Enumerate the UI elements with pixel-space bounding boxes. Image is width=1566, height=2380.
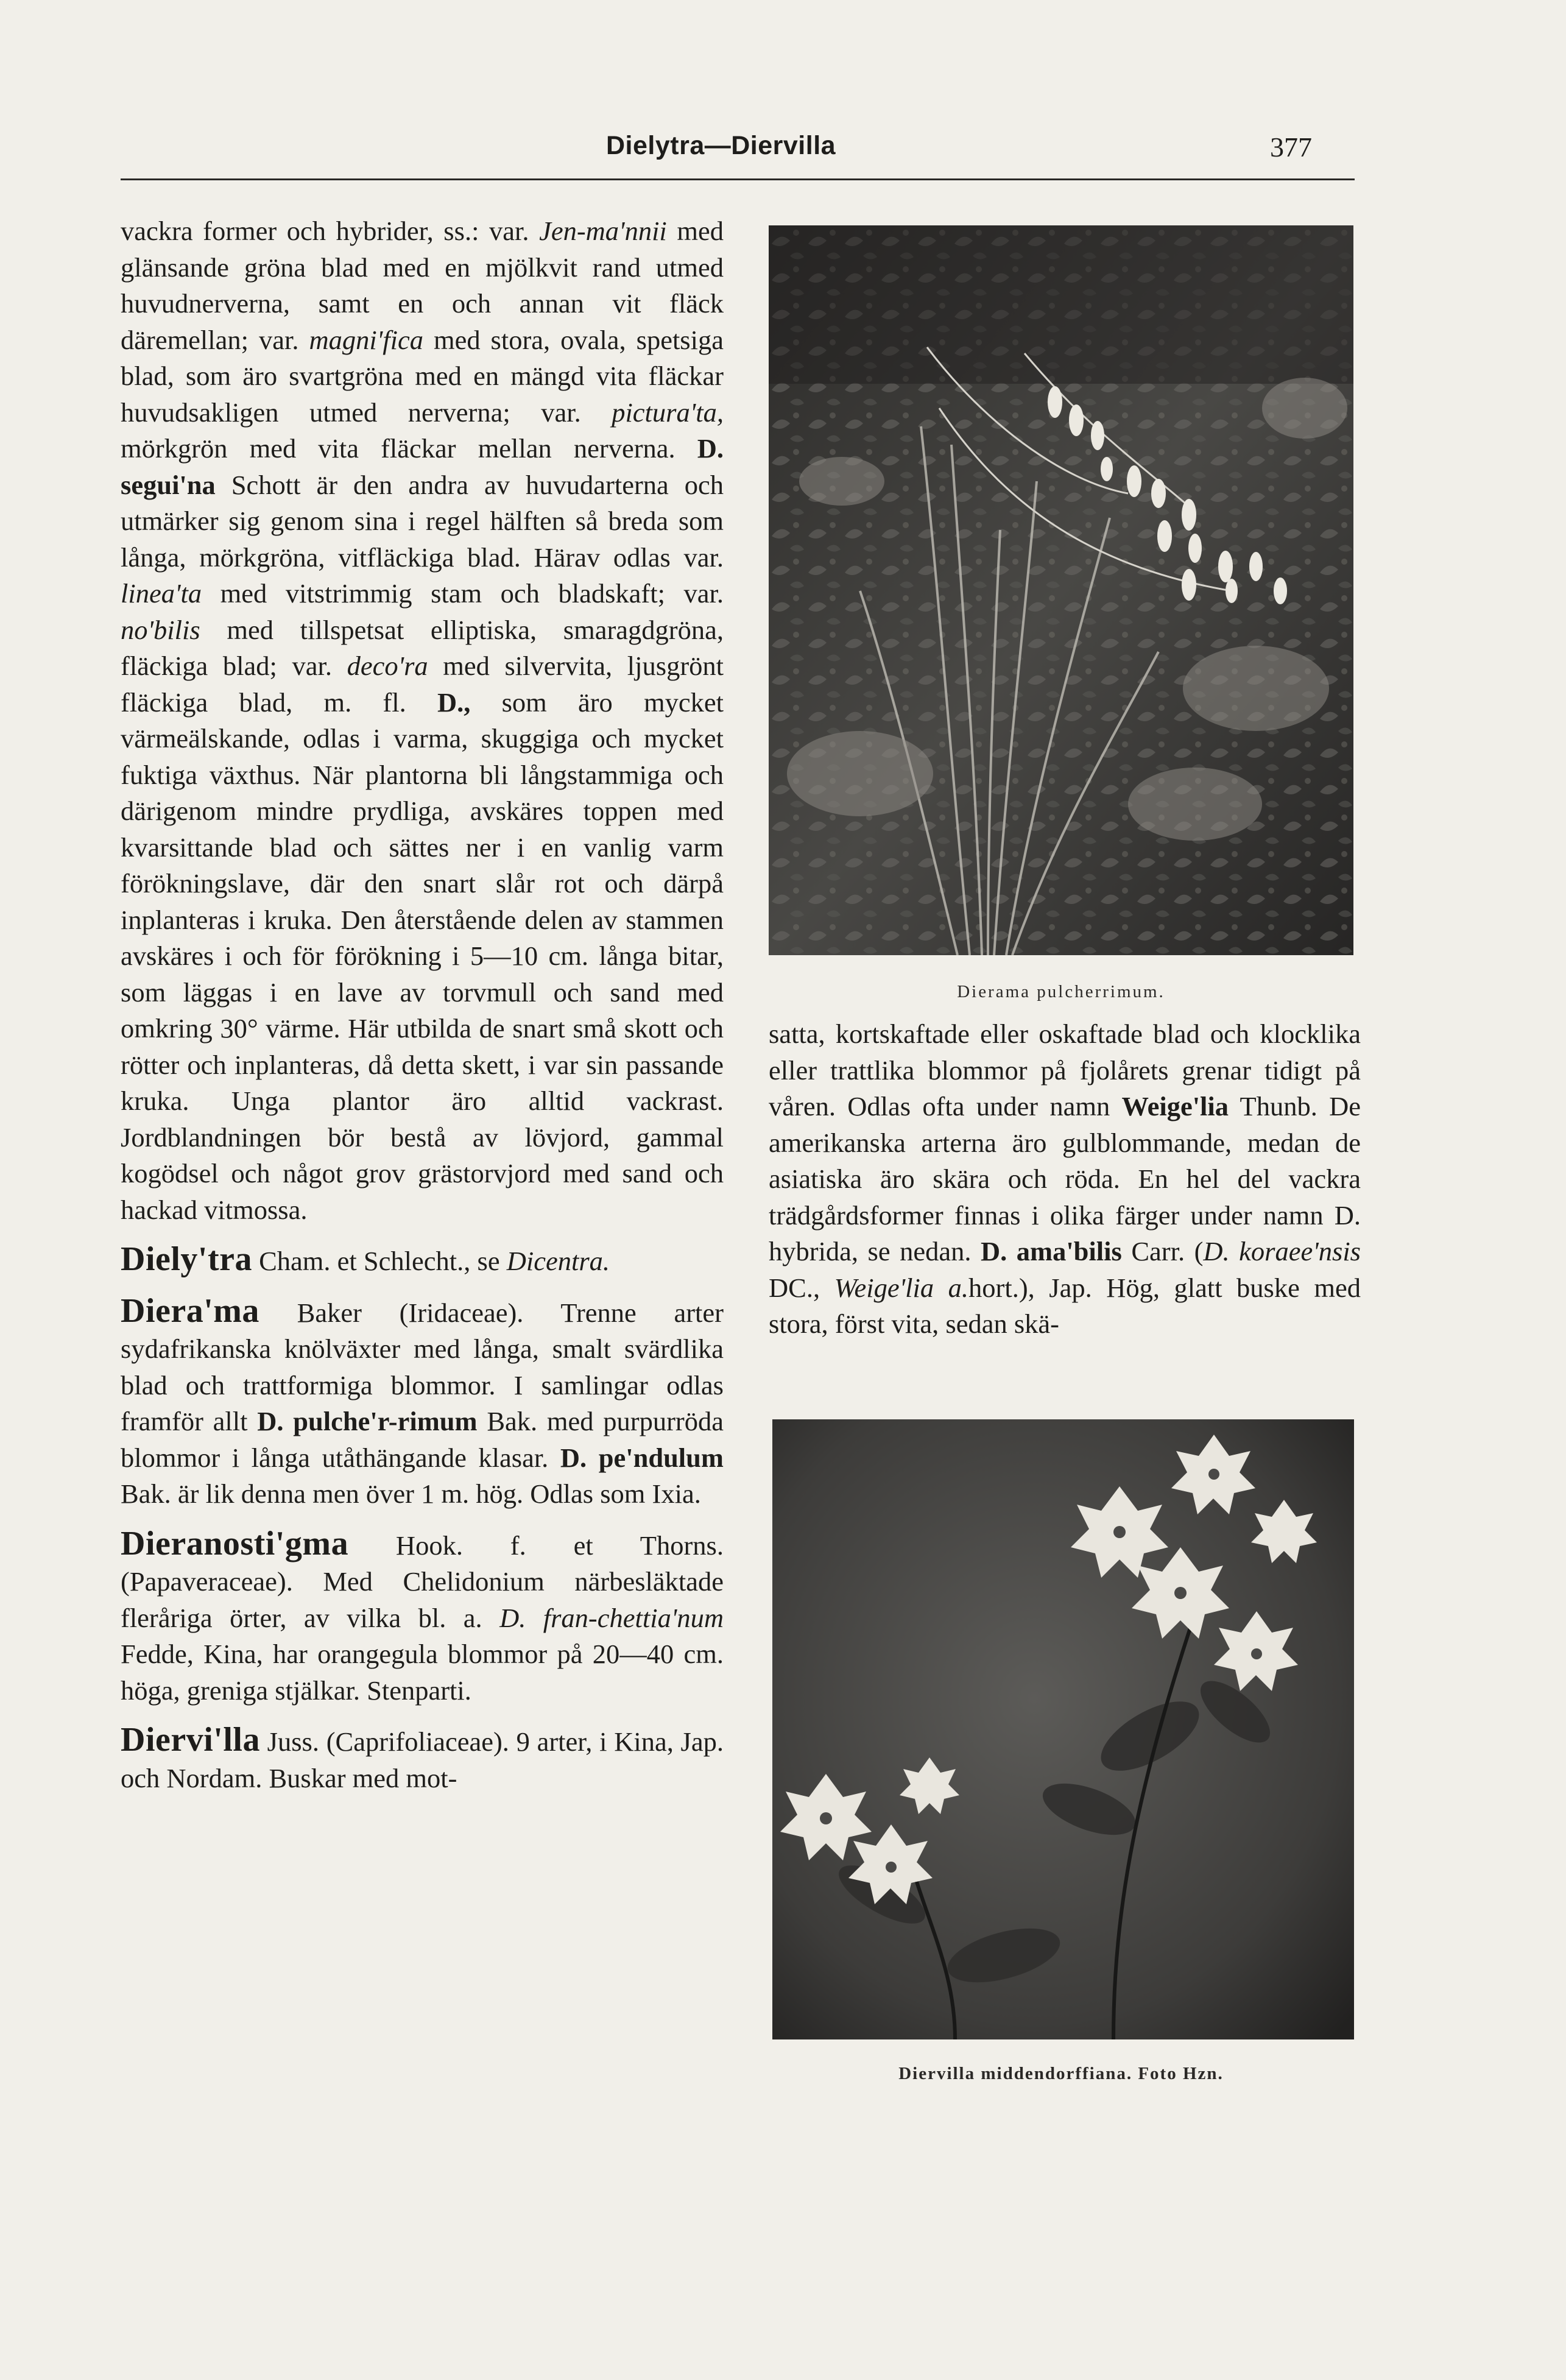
text-run: mörkgrön med vita fläckar mellan nerverna. — [121, 433, 697, 464]
bold-term: Weige'lia — [1121, 1091, 1229, 1121]
text-run: med tillspetsat elliptiska, smaragdgröna, fläckiga blad; var. — [121, 614, 724, 681]
text-run: Bak. är lik denna men över 1 m. hög. Odlas som Ixia. — [121, 1478, 701, 1509]
italic-term: no'bilis — [121, 614, 200, 645]
italic-term: Weige'lia a. — [834, 1272, 969, 1303]
running-title: Dielytra—Diervilla — [606, 131, 836, 160]
text-run: Bak. med purpurröda blommor i långa utåthängande klasar. — [121, 1406, 724, 1473]
entry-dielytra — [121, 1241, 724, 1280]
headword: Diely'tra — [121, 1240, 252, 1278]
text-run: Fedde, Kina, har orangegula blommor på 20—40 cm. höga, greniga stjälkar. Stenparti. — [121, 1639, 724, 1706]
text-run: DC., — [769, 1272, 834, 1303]
bold-term: D. ama'bilis — [981, 1236, 1122, 1266]
continuation-paragraph — [121, 213, 724, 1228]
text-run: Juss. (Caprifoliaceae). 9 arter, i Kina, Jap. och Nordam. Buskar med mot- — [121, 1726, 724, 1793]
bold-term: D., — [437, 687, 471, 718]
entry-dierama — [121, 1293, 724, 1513]
left-column — [121, 213, 724, 1796]
text-run: med vitstrimmig stam och bladskaft; var. — [202, 578, 724, 609]
headword: Diera'ma — [121, 1291, 259, 1330]
caption-dierama: Dierama pulcherrimum. — [957, 982, 1165, 1001]
text-run: Hook. f. et Thorns. (Papaveraceae). Med Chelidonium närbesläktade fleråriga örter, av vilka bl. a. — [121, 1530, 724, 1633]
italic-term: pictura'ta, — [612, 397, 724, 428]
headword: Diervi'lla — [121, 1721, 260, 1759]
italic-term: magni'fica — [309, 324, 423, 355]
text-run: med silvervita, ljusgrönt fläckiga blad, m. fl. — [121, 651, 724, 718]
text-run: Thunb. De amerikanska arterna äro gulblommande, medan de asiatiska äro skära och röda. En hel del vackra trädgårdsformer finnas i olika färger under namn D. hybrida, se nedan. — [769, 1091, 1361, 1266]
diervilla-photo — [772, 1419, 1354, 2039]
entry-dieranostigma — [121, 1526, 724, 1709]
caption-diervilla: Diervilla middendorffiana. Foto Hzn. — [898, 2064, 1224, 2083]
text-run: som äro mycket värmeälskande, odlas i varma, skuggiga och mycket fuktiga växthus. När plantorna bli långstammiga och därigenom mindre prydliga, avskäres toppen med kvarsittande blad och sättes ner i en vanlig varm förökningslave, där den snart slår rot och därpå inplanteras i kruka. Den återstående delen av stammen avskäres i och för förökning i 5—10 cm. långa bitar, som läggas i en lave av torvmull och sand med omkring 30° värme. Här utbilda de snart små skott och rötter och inplanteras, då detta skett, i var sin passande kruka. Unga plantor äro alltid vackrast. Jordblandningen bör bestå av lövjord, gammal kogödsel och något grov grästorvjord med sand och hackad vitmossa. — [121, 687, 724, 1225]
italic-term: D. fran-chettia'num — [499, 1602, 724, 1633]
italic-term: deco'ra — [347, 651, 428, 681]
dierama-photo — [769, 225, 1353, 955]
entry-diervilla — [121, 1722, 724, 1796]
bold-term: D. pulche'r-rimum — [257, 1406, 478, 1436]
text-run: Cham. et Schlecht., se — [252, 1246, 507, 1276]
text-run: Schott är den andra av huvudarterna och utmärker sig genom sina i regel hälften så breda som långa, mörkgröna, vitfläckiga blad. Härav odlas var. — [121, 469, 724, 573]
continuation-paragraph-right — [769, 1016, 1361, 1343]
text-run: vackra former och hybrider, ss.: var. — [121, 216, 540, 246]
text-run: Baker (Iridaceae). Trenne arter sydafrikanska knölväxter med långa, smalt svärdlika blad och trattformiga blommor. I samlingar odlas framför allt — [121, 1297, 724, 1436]
text-run: satta, kortskaftade eller oskaftade blad och klocklika eller trattlika blommor på fjolårets grenar tidigt på våren. Odlas ofta under namn — [769, 1019, 1361, 1121]
italic-term: D. koraee'nsis — [1203, 1236, 1361, 1266]
text-run: hort.), Jap. Hög, glatt buske med stora, först vita, sedan skä- — [769, 1272, 1361, 1339]
right-column — [769, 1016, 1361, 1343]
header-rule — [121, 178, 1355, 180]
text-run: med glänsande gröna blad med en mjölkvit rand utmed huvudnerverna, samt en och annan vit fläck däremellan; var. — [121, 216, 724, 355]
text-run: Carr. ( — [1121, 1236, 1204, 1266]
italic-term: linea'ta — [121, 578, 202, 609]
text-run: med stora, ovala, spetsiga blad, som äro svartgröna med en mängd vita fläckar huvudsakligen utmed nerverna; var. — [121, 324, 724, 428]
italic-term: Jen-ma'nnii — [539, 216, 667, 246]
italic-term: Dicentra. — [506, 1246, 610, 1276]
bold-term: D. segui'na — [121, 433, 724, 500]
bold-term: D. pe'ndulum — [560, 1442, 724, 1473]
page-number: 377 — [1270, 132, 1312, 163]
headword: Dieranosti'gma — [121, 1524, 349, 1563]
running-head — [0, 131, 1566, 174]
